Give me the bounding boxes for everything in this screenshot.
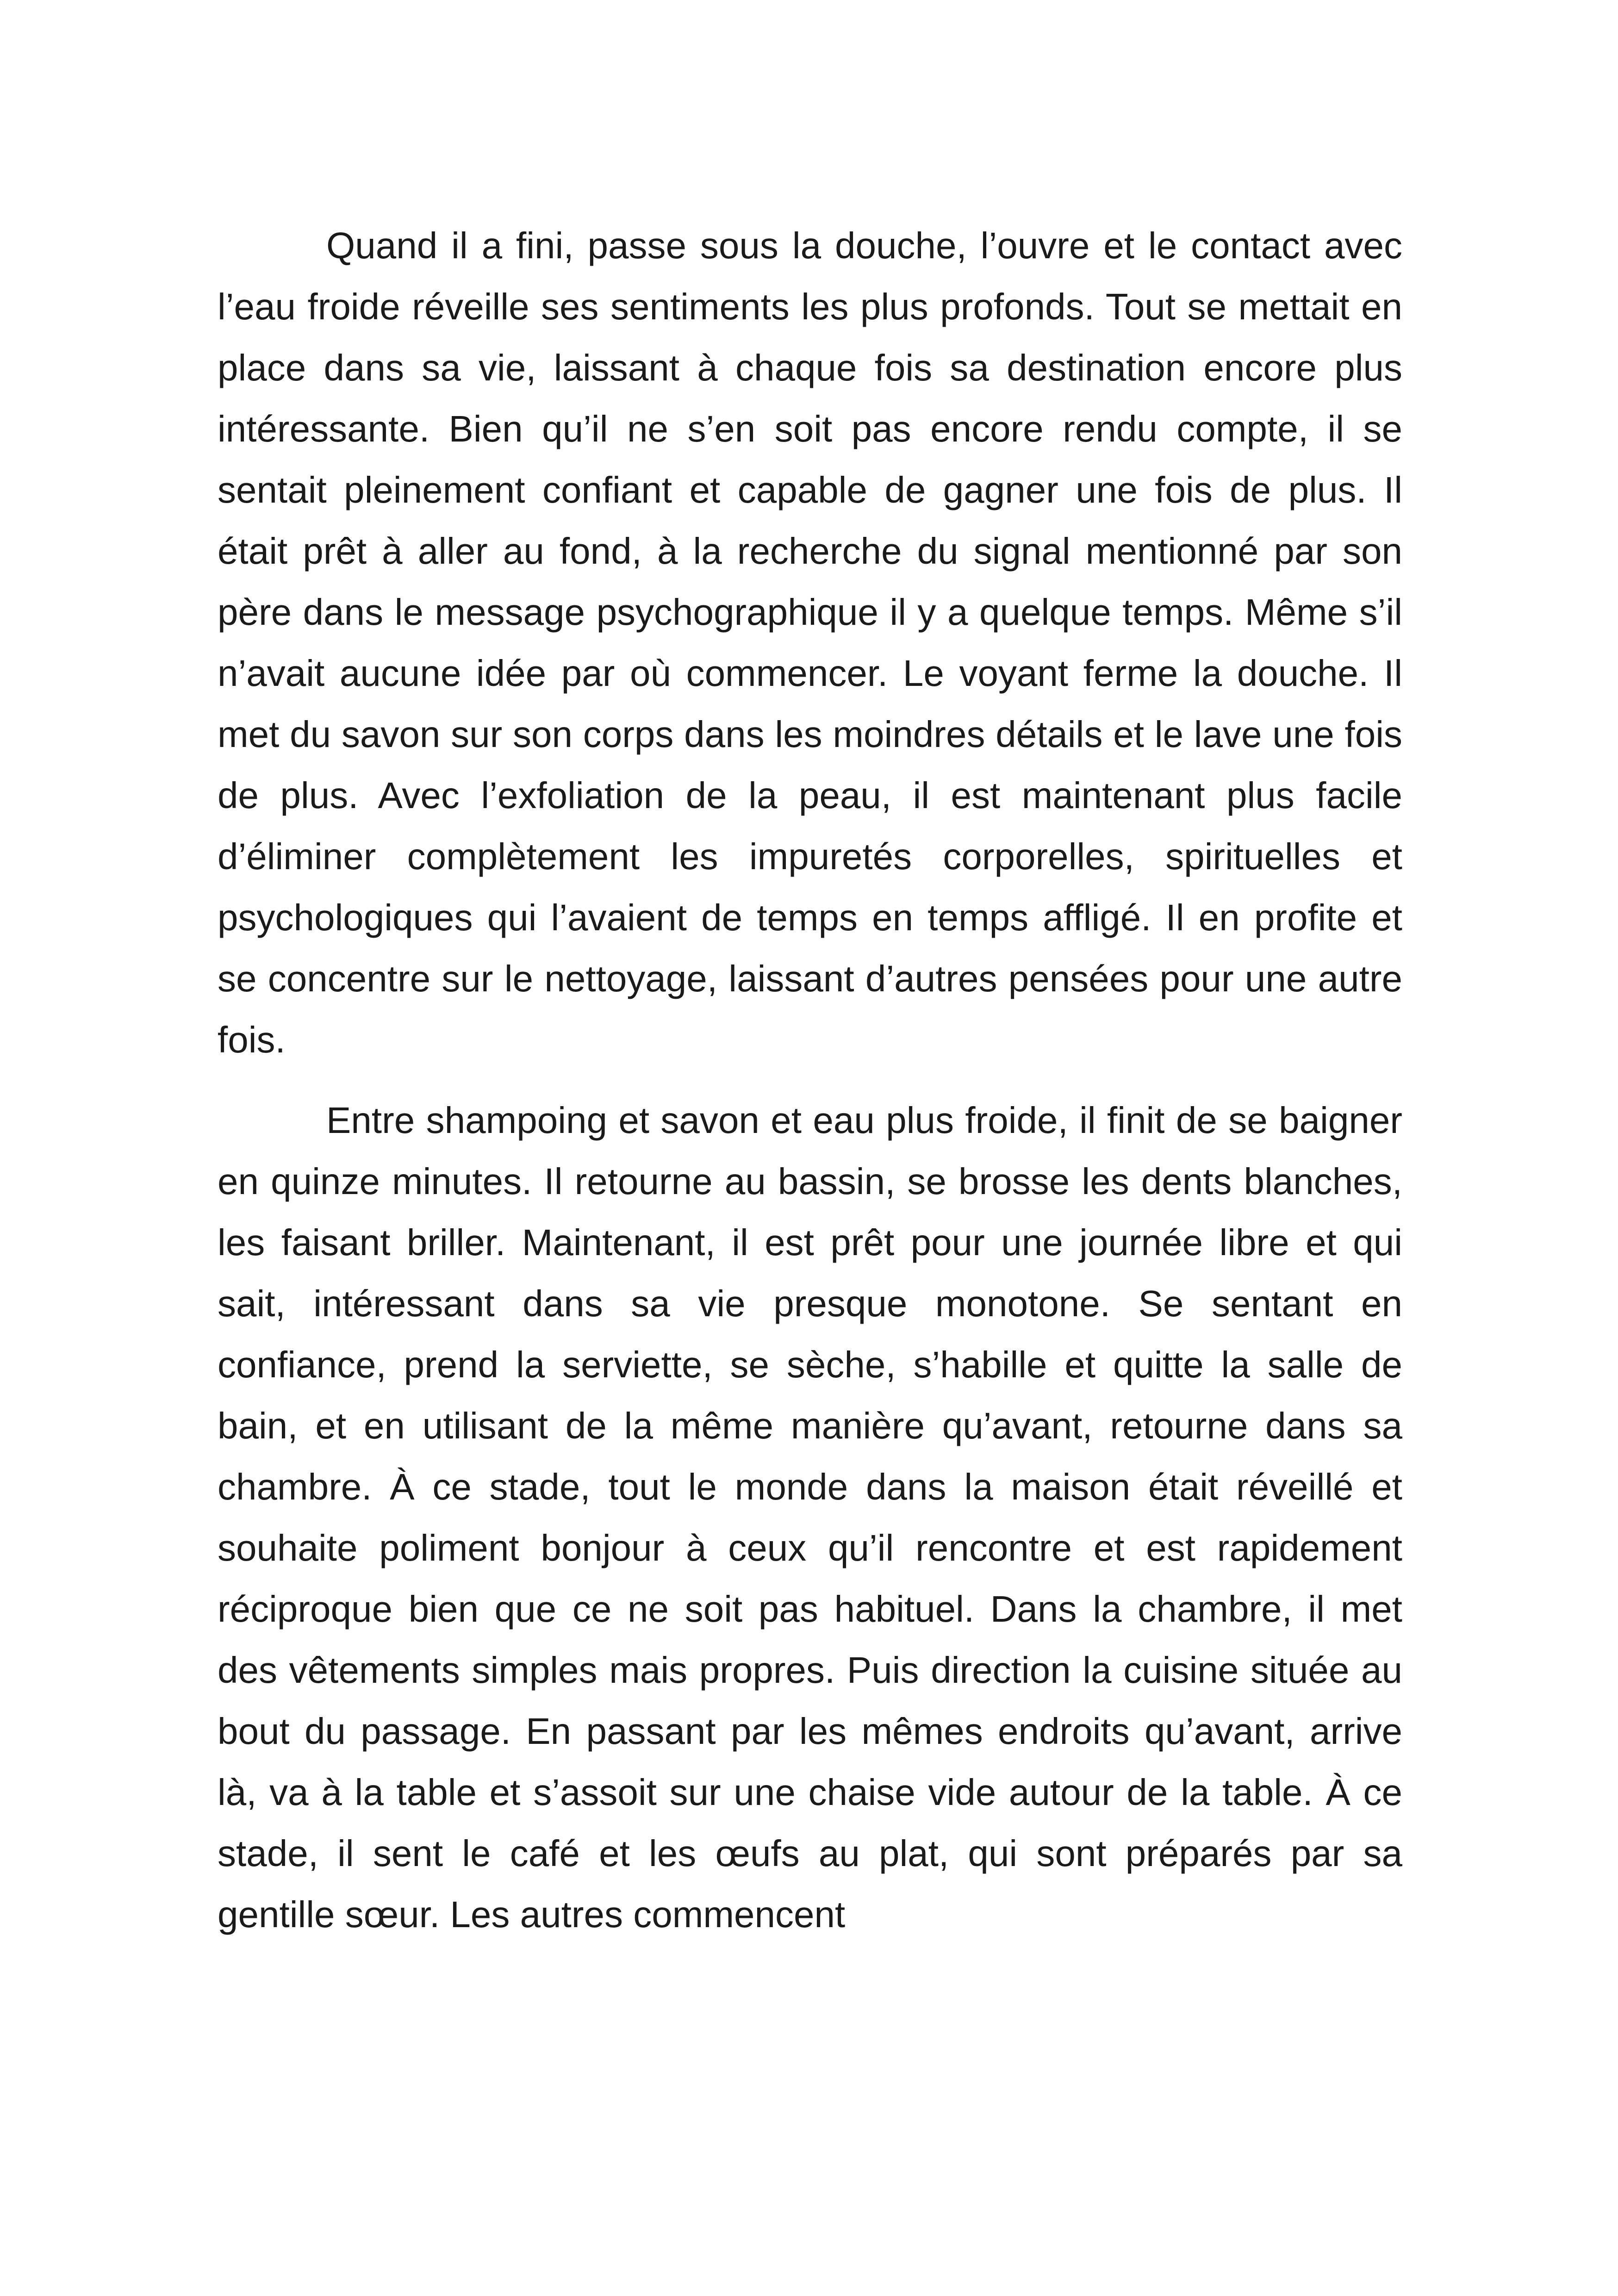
- body-text: [218, 215, 1402, 1945]
- paragraph-2: Entre shampoing et savon et eau plus froide, il finit de se baigner en quinze minutes. Il retourne au bassin, se brosse les dents blanches, les faisant briller. Maintenant, il est prêt pour une journée libre et qui sait, intéressant dans sa vie presque monotone. Se sentant en confiance, prend la serviette, se sèche, s’habille et quitte la salle de bain, et en utilisant de la même manière qu’avant, retourne dans sa chambre. À ce stade, tout le monde dans la maison était réveillé et souhaite poliment bonjour à ceux qu’il rencontre et est rapidement réciproque bien que ce ne soit pas habituel. Dans la chambre, il met des vêtements simples mais propres. Puis direction la cuisine située au bout du passage. En passant par les mêmes endroits qu’avant, arrive là, va à la table et s’assoit sur une chaise vide autour de la table. À ce stade, il sent le café et les œufs au plat, qui sont préparés par sa gentille sœur. Les autres commencent: [218, 1100, 1402, 1935]
- paragraph-1: Quand il a fini, passe sous la douche, l’ouvre et le contact avec l’eau froide réveille ses sentiments les plus profonds. Tout se mettait en place dans sa vie, laissant à chaque fois sa destination encore plus intéressante. Bien qu’il ne s’en soit pas encore rendu compte, il se sentait pleinement confiant et capable de gagner une fois de plus. Il était prêt à aller au fond, à la recherche du signal mentionné par son père dans le message psychographique il y a quelque temps. Même s’il n’avait aucune idée par où commencer. Le voyant ferme la douche. Il met du savon sur son corps dans les moindres détails et le lave une fois de plus. Avec l’exfoliation de la peau, il est maintenant plus facile d’éliminer complètement les impuretés corporelles, spirituelles et psychologiques qui l’avaient de temps en temps affligé. Il en profite et se concentre sur le nettoyage, laissant d’autres pensées pour une autre fois.: [218, 225, 1402, 1060]
